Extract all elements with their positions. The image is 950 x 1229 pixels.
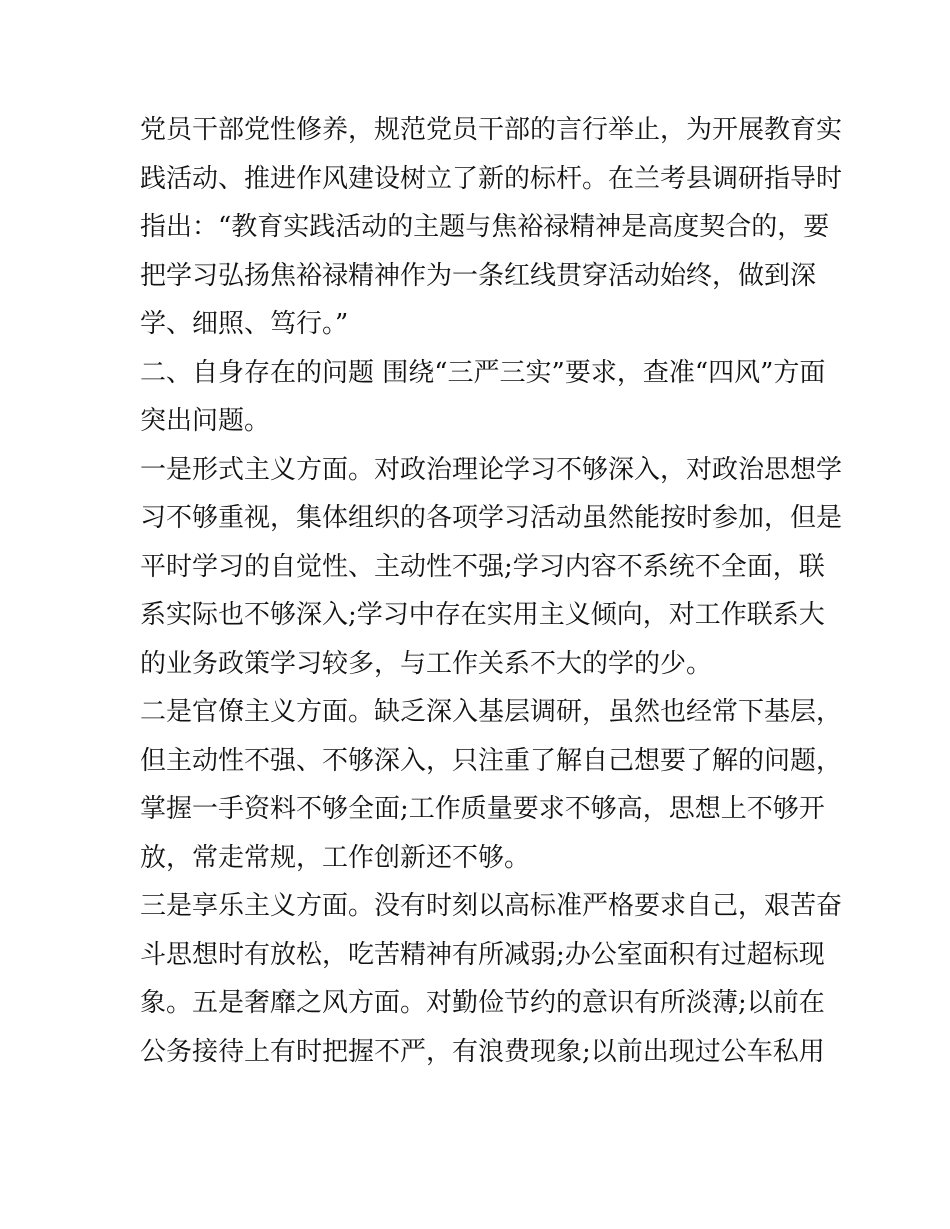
text-line: 系实际也不够深入;学习中存在实用主义倾向，对工作联系大 bbox=[140, 600, 825, 630]
text-line: 把学习弘扬焦裕禄精神作为一条红线贯穿活动始终，做到深 bbox=[140, 260, 817, 291]
text-line: 象。五是奢靡之风方面。对勤俭节约的意识有所淡薄;以前在 bbox=[140, 988, 825, 1018]
body-text bbox=[140, 106, 843, 1076]
text-line: 平时学习的自觉性、主动性不强;学习内容不系统不全面，联 bbox=[140, 551, 825, 582]
section-heading-line: 二、自身存在的问题 围绕“三严三实”要求，查准“四风”方面 bbox=[140, 357, 826, 388]
text-line: 三是享乐主义方面。没有时刻以高标准严格要求自己，艰苦奋 bbox=[140, 891, 843, 921]
text-line: 一是形式主义方面。对政治理论学习不够深入，对政治思想学 bbox=[140, 454, 843, 485]
text-line: 习不够重视，集体组织的各项学习活动虽然能按时参加，但是 bbox=[140, 503, 843, 533]
text-line: 斗思想时有放松，吃苦精神有所减弱;办公室面积有过超标现 bbox=[140, 939, 825, 970]
text-line: 但主动性不强、不够深入，只注重了解自己想要了解的问题， bbox=[140, 745, 843, 776]
text-line: 践活动、推进作风建设树立了新的标杆。在兰考县调研指导时 bbox=[140, 163, 843, 194]
text-line: 掌握一手资料不够全面;工作质量要求不够高，思想上不够开 bbox=[140, 794, 825, 824]
text-line: 突出问题。 bbox=[140, 406, 271, 436]
text-line: 的业务政策学习较多，与工作关系不大的学的少。 bbox=[140, 648, 713, 679]
text-line: 指出：“教育实践活动的主题与焦裕禄精神是高度契合的，要 bbox=[140, 212, 830, 242]
text-line: 党员干部党性修养，规范党员干部的言行举止，为开展教育实 bbox=[140, 115, 843, 145]
text-line: 学、细照、笃行。” bbox=[140, 309, 349, 339]
text-line: 二是官僚主义方面。缺乏深入基层调研，虽然也经常下基层， bbox=[140, 697, 843, 727]
text-line: 放，常走常规，工作创新还不够。 bbox=[140, 842, 531, 873]
text-line: 公务接待上有时把握不严，有浪费现象;以前出现过公车私用 bbox=[140, 1036, 825, 1067]
